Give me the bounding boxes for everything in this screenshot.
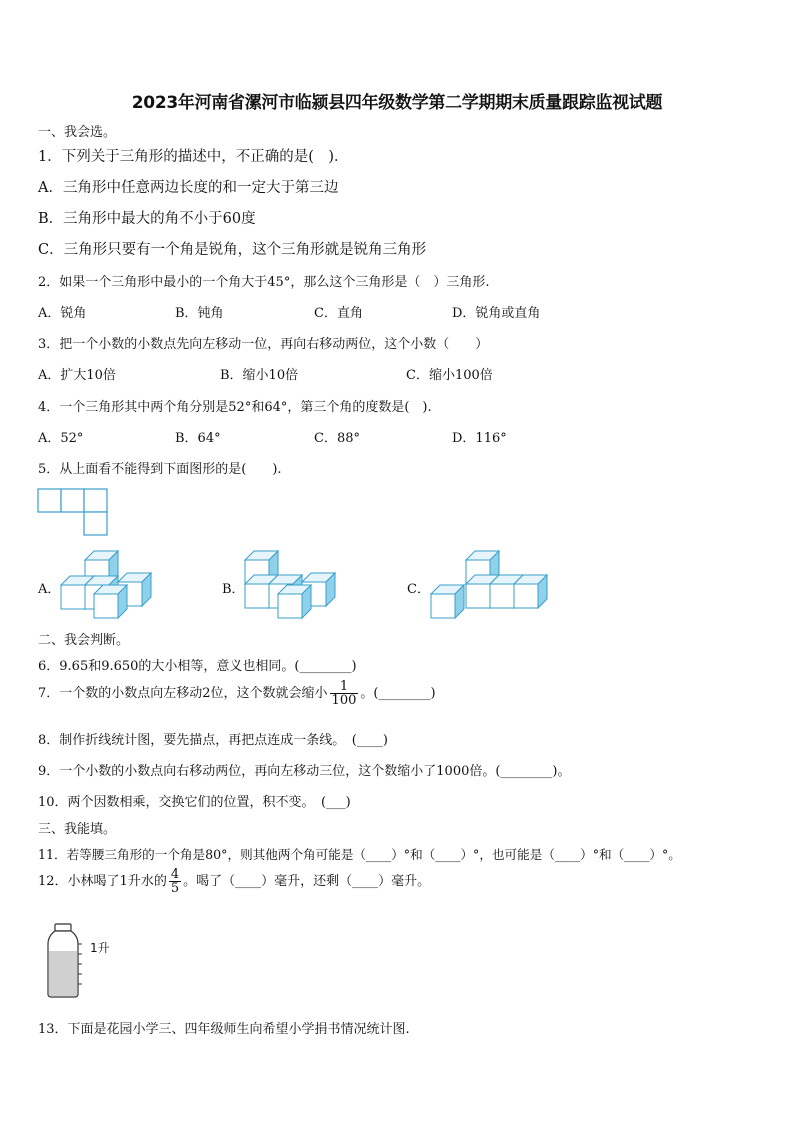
question-4: 4．一个三角形其中两个角分别是52°和64°，第三个角的度数是( ).	[38, 400, 432, 415]
q2-option-a[interactable]: A．锐角	[38, 306, 87, 321]
q12-text-post: 。喝了（____）毫升，还剩（____）毫升。	[183, 874, 431, 889]
question-2: 2．如果一个三角形中最小的一个角大于45°，那么这个三角形是（ ）三角形.	[38, 275, 490, 290]
question-5: 5．从上面看不能得到下面图形的是( ).	[38, 462, 282, 477]
q4-option-c[interactable]: C．88°	[314, 431, 360, 446]
question-7	[38, 680, 436, 707]
q5-option-b[interactable]: B．	[222, 582, 245, 597]
q1-option-c[interactable]: C．三角形只要有一个角是锐角，这个三角形就是锐角三角形	[38, 242, 427, 258]
q12-denominator: 5	[170, 881, 180, 896]
q2-option-b[interactable]: B．钝角	[175, 306, 224, 321]
q5-figure-a[interactable]	[58, 546, 168, 624]
bottle-label: 1升	[90, 941, 110, 955]
question-11: 11．若等腰三角形的一个角是80°，则其他两个角可能是（____）°和（____）°，也可能是（____）°和（____）°。	[38, 847, 681, 862]
q4-option-a[interactable]: A．52°	[38, 431, 84, 446]
q7-denominator: 100	[331, 693, 357, 708]
page-title: 2023年河南省漯河市临颍县四年级数学第二学期期末质量跟踪监视试题	[131, 93, 663, 113]
q4-option-d[interactable]: D．116°	[452, 431, 507, 446]
section-2-heading: 二、我会判断。	[38, 633, 130, 648]
q7-fraction	[330, 680, 359, 707]
q3-option-a[interactable]: A．扩大10倍	[38, 368, 116, 383]
q1-option-a[interactable]: A．三角形中任意两边长度的和一定大于第三边	[38, 180, 339, 196]
q2-option-d[interactable]: D．锐角或直角	[452, 306, 541, 321]
water-bottle-figure	[44, 922, 90, 1000]
q5-figure-c[interactable]	[428, 546, 553, 624]
q12-numerator: 4	[170, 867, 180, 882]
q3-option-c[interactable]: C．缩小100倍	[406, 368, 493, 383]
q7-text-post: 。(________)	[360, 686, 436, 701]
q12-text-pre: 12．小林喝了1升水的	[38, 874, 167, 889]
question-13: 13．下面是花园小学三、四年级师生向希望小学捐书情况统计图.	[38, 1022, 410, 1037]
question-1: 1．下列关于三角形的描述中，不正确的是( )．	[38, 149, 349, 165]
question-3: 3．把一个小数的小数点先向左移动一位，再向右移动两位，这个小数（ ）	[38, 337, 489, 352]
q5-figure-b[interactable]	[242, 546, 352, 624]
question-9: 9．一个小数的小数点向右移动两位，再向左移动三位，这个数缩小了1000倍。(________)。	[38, 764, 571, 779]
q1-option-b[interactable]: B．三角形中最大的角不小于60度	[38, 211, 256, 227]
q7-text-pre: 7．一个数的小数点向左移动2位，这个数就会缩小	[38, 686, 328, 701]
question-8: 8．制作折线统计图，要先描点，再把点连成一条线。 (____)	[38, 733, 388, 748]
q12-fraction	[169, 868, 181, 895]
top-view-figure	[37, 488, 109, 536]
q2-option-c[interactable]: C．直角	[314, 306, 363, 321]
question-12	[38, 868, 430, 895]
q5-option-c[interactable]: C．	[407, 582, 430, 597]
section-1-heading: 一、我会选。	[38, 125, 117, 140]
section-3-heading: 三、我能填。	[38, 822, 117, 837]
q4-option-b[interactable]: B．64°	[175, 431, 221, 446]
q5-option-a[interactable]: A．	[38, 582, 61, 597]
q3-option-b[interactable]: B．缩小10倍	[220, 368, 299, 383]
q7-numerator: 1	[339, 679, 349, 694]
question-10: 10．两个因数相乘，交换它们的位置，积不变。 (___)	[38, 795, 351, 810]
question-6: 6．9.65和9.650的大小相等，意义也相同。(________)	[38, 659, 357, 674]
